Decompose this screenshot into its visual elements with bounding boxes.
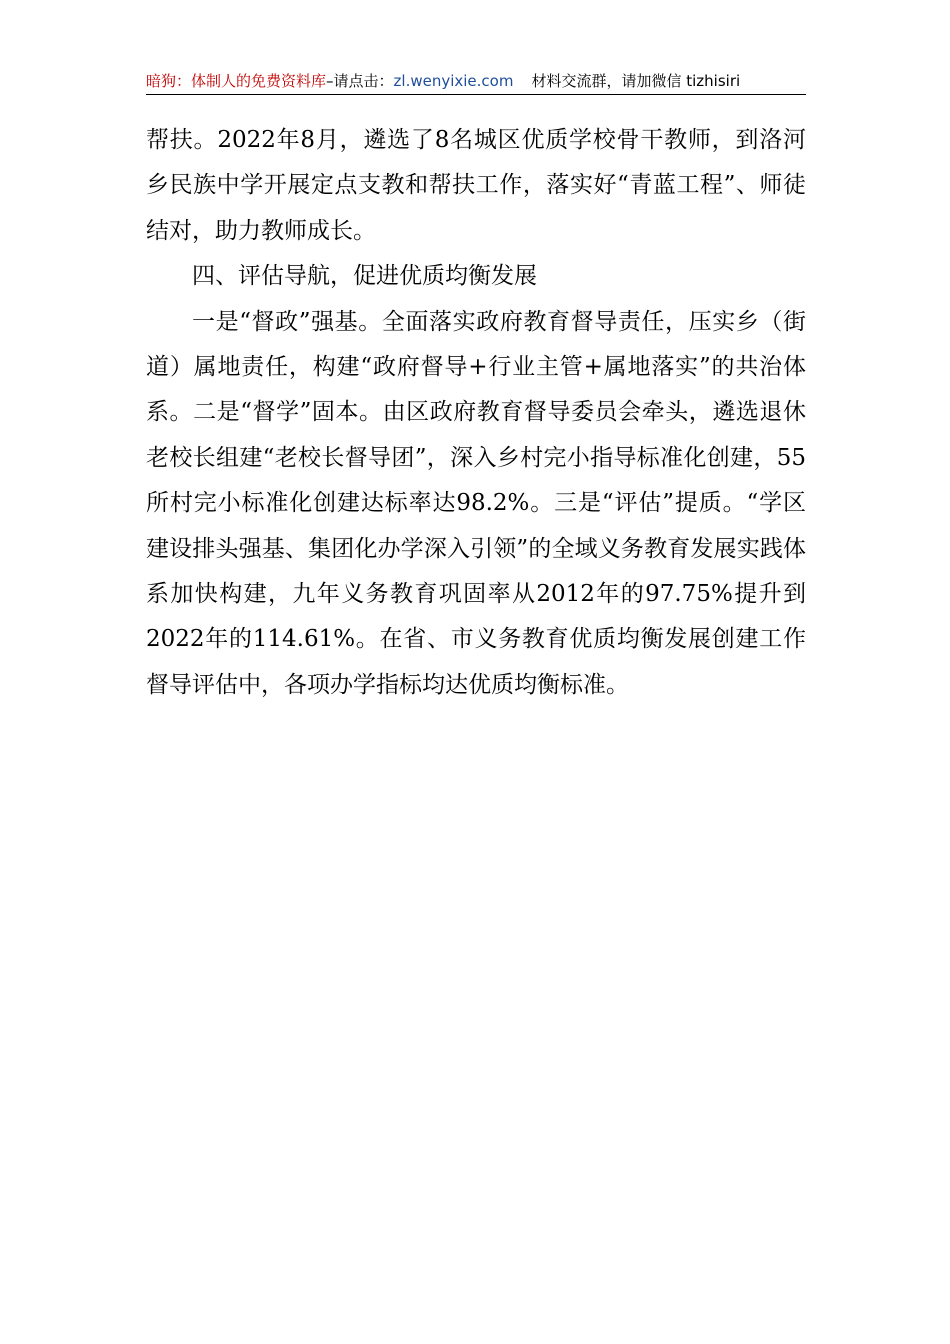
page-header [146, 70, 806, 96]
header-wechat-note: 材料交流群，请加微信 tizhisiri [531, 72, 741, 90]
paragraph-continuation: 帮扶。2022年8月，遴选了8名城区优质学校骨干教师，到洛河乡民族中学开展定点支教和帮扶工作，落实好“青蓝工程”、师徒结对，助力教师成长。 [146, 127, 806, 244]
header-click-prompt: –请点击： [326, 72, 394, 90]
header-divider [146, 94, 806, 95]
header-url-link[interactable]: zl.wenyixie.com [393, 72, 514, 90]
paragraph-evaluation: 一是“督政”强基。全面落实政府教育督导责任，压实乡（街道）属地责任，构建“政府督导+行业主管+属地落实”的共治体系。二是“督学”固本。由区政府教育督导委员会牵头，遴选退休老校长组建“老校长督导团”，深入乡村完小指导标准化创建，55所村完小标准化创建达标率达98.2%。三是“评估”提质。“学区建设排头强基、集团化办学深入引领”的全域义务教育发展实践体系加快构建，九年义务教育巩固率从2012年的97.75%提升到2022年的114.61%。在省、市义务教育优质均衡发展创建工作督导评估中，各项办学指标均达优质均衡标准。 [146, 308, 806, 698]
document-body [146, 118, 806, 708]
header-site-name: 暗狗：体制人的免费资料库 [146, 72, 327, 90]
section-heading: 四、评估导航，促进优质均衡发展 [192, 263, 537, 290]
